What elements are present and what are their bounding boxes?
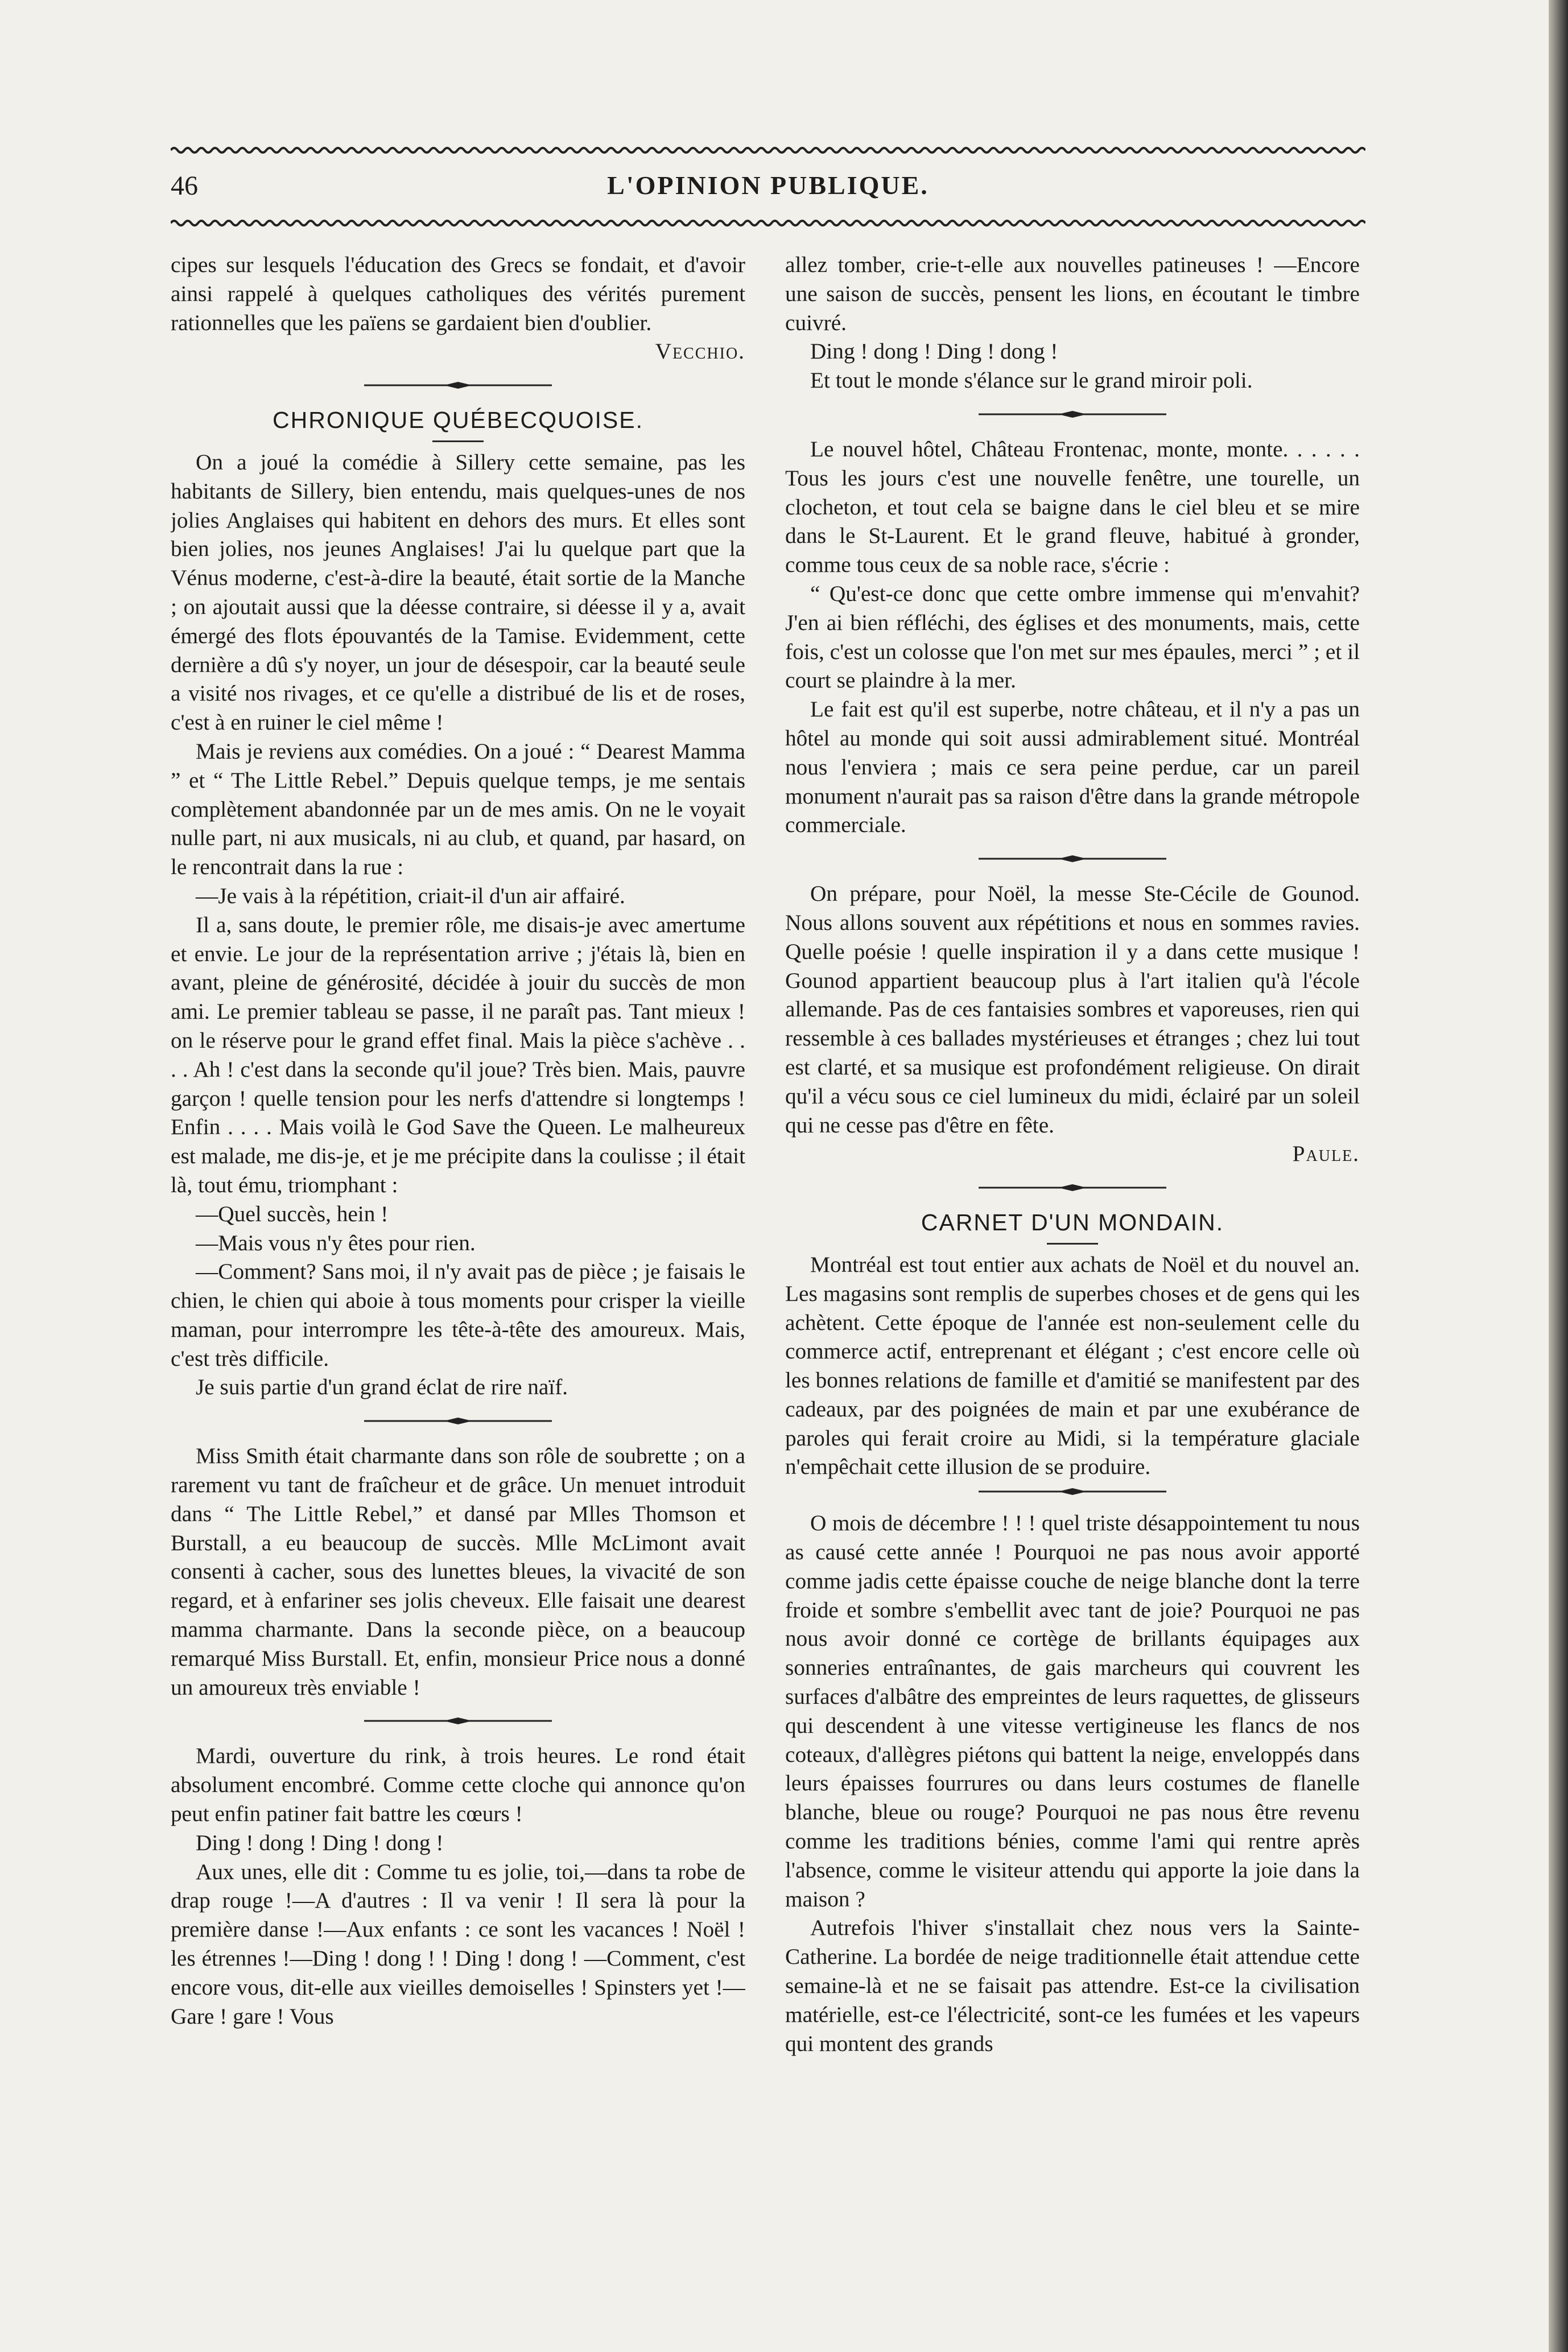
- section-ornament: [364, 381, 552, 390]
- title-underline: [432, 440, 484, 442]
- page-edge-shadow: [1549, 0, 1568, 2352]
- intro-paragraph: cipes sur lesquels l'éducation des Grecs se fondait, et d'avoir ainsi rappelé à quelques catholiques des vérités purement rationnelles que les païens se gardaient bien d'oublier.: [171, 252, 745, 335]
- chronique-paragraph: Il a, sans doute, le premier rôle, me disais-je avec amertume et envie. Le jour de la représentation arrive ; j'étais là, bien en avant, pleine de générosité, décidée à jouir du succès de mon ami. Le premier tableau se passe, il ne paraît pas. Tant mieux ! on le réserve pour le grand effet final. Mais la pièce s'achève . . . . Ah ! c'est dans la seconde qu'il joue? Très bien. Mais, pauvre garçon ! quelle tension pour les nerfs d'attendre si longtemps ! Enfin . . . . Mais voilà le God Save the Queen. Le malheureux est malade, me dis-je, et je me précipite dans la coulisse ; il était là, tout ému, triomphant :: [171, 912, 745, 1197]
- chronique-paragraph: —Mais vous n'y êtes pour rien.: [196, 1230, 476, 1255]
- header-row: [171, 163, 1365, 209]
- signature-paule: Paule.: [1292, 1141, 1360, 1167]
- signature-vecchio: Vecchio.: [655, 339, 745, 364]
- chronique-paragraph: —Comment? Sans moi, il n'y avait pas de pièce ; je faisais le chien, le chien qui aboie à tous moments pour crisper la vieille maman, pour interrompre les tête-à-tête des amoureux. Mais, c'est très difficile.: [171, 1259, 745, 1371]
- left-column: [171, 250, 745, 2310]
- chronique-paragraph: —Je vais à la répétition, criait-il d'un air affairé.: [196, 883, 625, 908]
- chronique-paragraph: Ding ! dong ! Ding ! dong !: [196, 1830, 444, 1855]
- section-ornament: [979, 410, 1166, 419]
- running-title: L'OPINION PUBLIQUE.: [607, 171, 929, 200]
- wavy-rule-top: [171, 145, 1365, 155]
- chronique-paragraph: Ding ! dong ! Ding ! dong !: [810, 339, 1058, 364]
- chronique-paragraph: “ Qu'est-ce donc que cette ombre immense qui m'envahit? J'en ai bien réfléchi, des églises et des monuments, mais, cette fois, c'est un colosse que l'on met sur mes épaules, merci ” ; et il court se plaindre à la mer.: [785, 580, 1360, 693]
- right-column: [785, 250, 1360, 2310]
- chronique-paragraph: —Quel succès, hein !: [196, 1201, 389, 1226]
- wavy-rule-bottom: [171, 218, 1365, 228]
- section-ornament: [979, 854, 1166, 863]
- section-title-chronique: CHRONIQUE QUÉBECQUOISE.: [273, 407, 643, 434]
- chronique-paragraph: Aux unes, elle dit : Comme tu es jolie, toi,—dans ta robe de drap rouge !—A d'autres : Il va venir ! Il sera là pour la première danse !—Aux enfants : ce sont les vacances ! Noël ! les étrennes !—Ding ! dong ! ! Ding ! dong ! —Comment, c'est encore vous, dit-elle aux vieilles demoiselles ! Spinsters yet !—Gare ! gare ! Vous: [171, 1859, 745, 2029]
- chronique-paragraph: allez tomber, crie-t-elle aux nouvelles patineuses ! —Encore une saison de succès, pensent les lions, en écoutant le timbre cuivré.: [785, 252, 1360, 335]
- carnet-paragraph: Montréal est tout entier aux achats de Noël et du nouvel an. Les magasins sont remplis de superbes choses et de gens qui les achètent. Cette époque de l'année est non-seulement celle du commerce actif, entreprenant et élégant ; c'est encore celle où les bonnes relations de famille et d'amitié se manifestent par des cadeaux, par des poignées de main et par une exubérance de paroles qui ferait croire au Midi, si la température glaciale n'empêchait cette illusion de se produire.: [785, 1251, 1360, 1480]
- chronique-paragraph: Je suis partie d'un grand éclat de rire naïf.: [196, 1374, 568, 1400]
- page-header: [171, 145, 1365, 242]
- section-ornament: [979, 1183, 1166, 1192]
- chronique-paragraph: Miss Smith était charmante dans son rôle de soubrette ; on a rarement vu tant de fraîcheur et de grâce. Un menuet introduit dans “ The Little Rebel,” et dansé par Mlles Thomson et Burstall, a eu beaucoup de succès. Mlle McLimont avait consenti à cacher, sous des lunettes bleues, la vivacité de son regard, et à enfariner ses jolis cheveux. Elle faisait une dearest mamma charmante. Dans la seconde pièce, on a beaucoup remarqué Miss Burstall. Et, enfin, monsieur Price nous a donné un amoureux très enviable !: [171, 1443, 745, 1700]
- chronique-paragraph: Mardi, ouverture du rink, à trois heures. Le rond était absolument encombré. Comme cette cloche qui annonce qu'on peut enfin patiner fait battre les cœurs !: [171, 1743, 745, 1827]
- chronique-paragraph: Et tout le monde s'élance sur le grand miroir poli.: [810, 368, 1253, 393]
- chronique-paragraph: Le nouvel hôtel, Château Frontenac, monte, monte. . . . . . Tous les jours c'est une nouvelle fenêtre, une tourelle, un clocheton, et tout cela se baigne dans le ciel bleu et se mire dans le St-Laurent. Et le grand fleuve, habitué à gronder, comme tous ceux de sa noble race, s'écrie :: [785, 436, 1360, 578]
- section-ornament: [979, 1487, 1166, 1496]
- chronique-paragraph: On prépare, pour Noël, la messe Ste-Cécile de Gounod. Nous allons souvent aux répétitions et nous en sommes ravies. Quelle poésie ! quelle inspiration il y a dans cette musique ! Gounod appartient beaucoup plus à l'art italien qu'à l'école allemande. Pas de ces fantaisies sombres et vaporeuses, rien qui ressemble à ces ballades mystérieuses et étranges ; chez lui tout est clarté, et sa musique est profondément religieuse. On dirait qu'il a vécu sous ce ciel lumineux du midi, éclairé par un soleil qui ne cesse pas d'être en fête.: [785, 881, 1360, 1138]
- title-underline: [1047, 1243, 1098, 1245]
- chronique-paragraph: Mais je reviens aux comédies. On a joué : “ Dearest Mamma ” et “ The Little Rebel.” Depuis quelque temps, je me sentais complètement abandonnée par un de mes amis. On ne le voyait nulle part, ni aux musicals, ni au club, et quand, par hasard, on le rencontrait dans la rue :: [171, 738, 745, 880]
- carnet-paragraph: O mois de décembre ! ! ! quel triste désappointement tu nous as causé cette année ! Pourquoi ne pas nous avoir apporté comme jadis cette épaisse couche de neige blanche dont la terre froide et sombre s'embellit avec tant de joie? Pourquoi ne pas nous avoir donné ce cortège de brillants équipages aux sonneries entraînantes, de gais marcheurs qui couvrent les surfaces d'albâtre des empreintes de leurs raquettes, de glisseurs qui descendent à une vitesse vertigineuse les flancs de nos coteaux, d'allègres piétons qui battent la neige, enveloppés dans leurs épaisses fourrures ou dans leurs costumes de flanelle blanche, bleue ou rouge? Pourquoi ne pas nous être revenu comme les traditions bénies, comme l'ami qui rentre après l'absence, comme le visiteur attendu qui apporte la joie dans la maison ?: [785, 1510, 1360, 1912]
- carnet-paragraph: Autrefois l'hiver s'installait chez nous vers la Sainte-Catherine. La bordée de neige traditionnelle était attendue cette semaine-là et ne se faisait pas attendre. Est-ce la civilisation matérielle, est-ce l'électricité, sont-ce les fumées et les vapeurs qui montent des grands: [785, 1915, 1360, 2056]
- chronique-paragraph: Le fait est qu'il est superbe, notre château, et il n'y a pas un hôtel au monde qui soit aussi admirablement situé. Montréal nous l'enviera ; mais ce sera peine perdue, car un pareil monument n'aurait pas sa raison d'être dans la grande métropole commerciale.: [785, 697, 1360, 838]
- section-ornament: [364, 1716, 552, 1725]
- section-title-carnet: CARNET D'UN MONDAIN.: [921, 1209, 1224, 1236]
- page-number: 46: [171, 171, 198, 201]
- chronique-paragraph: On a joué la comédie à Sillery cette semaine, pas les habitants de Sillery, bien entendu, mais quelques-unes de nos jolies Anglaises qui habitent en dehors des murs. Et elles sont bien jolies, nos jeunes Anglaises! J'ai lu quelque part que la Vénus moderne, c'est-à-dire la beauté, était sortie de la Manche ; on ajoutait aussi que la déesse contraire, si déesse il y a, avait émergé des flots épouvantés de la Tamise. Evidemment, cette dernière a dû s'y noyer, un jour de désespoir, car la beauté seule a visité nos rivages, et ce qu'elle a distribué de lis et de roses, c'est à en ruiner le ciel même !: [171, 449, 745, 735]
- section-ornament: [364, 1416, 552, 1426]
